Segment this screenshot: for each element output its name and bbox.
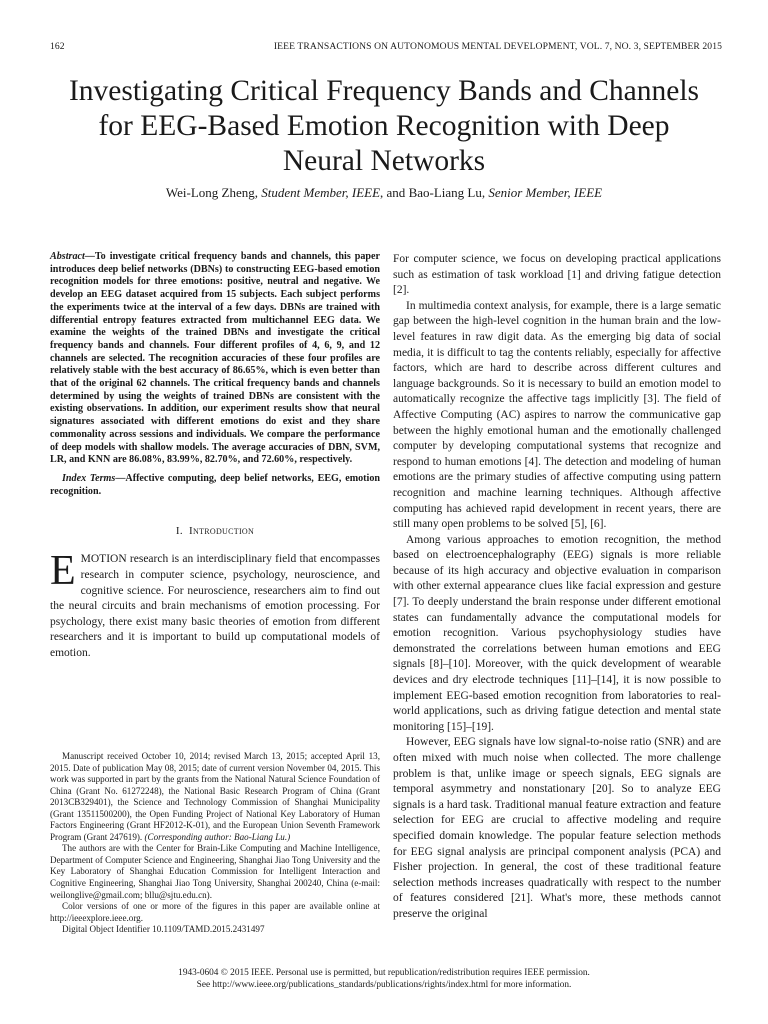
footnote-manuscript-text: Manuscript received October 10, 2014; revised March 13, 2015; accepted April 13, 2015. Date of publication May 08, 2015; date of current version November 04, 2015. This work was supported in part by the grants from the National Natural Science Foundation of China (Grant No. 61272248), the National Basic Research Program of China (Grant 2013CB329401), the Science and Technology Commission of Shanghai Municipality (Grant 13511500200), the Open Funding Project of National Key Laboratory of Human Factors Engineering (Grant HF2012-K-01), and the European Union Seventh Framework Program (Grant 247619). [50, 751, 380, 842]
title-line-1: Investigating Critical Frequency Bands and Channels [68, 75, 699, 107]
body-paragraph-3: Among various approaches to emotion recognition, the method based on electroencephalography (EEG) signals is more reliable because of its high accuracy and objective evaluation in comparison with other external appearance clues like facial expression and gesture [7]. To deeply understand the brain response under different emotional states can fundamentally advance the computational models for emotion recognition. Various psychophysiology studies have demonstrated the correlations between human emotions and EEG signals [8]–[10]. Moreover, with the quick development of wearable devices and dry electrode techniques [11]–[14], it is now possible to implement EEG-based emotion recognition from laboratories to real-world applications, such as driving fatigue detection and mental state monitoring [15]–[19]. [393, 533, 721, 733]
index-terms-label: Index Terms [62, 472, 116, 484]
footnote-affiliation: The authors are with the Center for Brain-Like Computing and Machine Intelligence, Department of Computer Science and Engineering, Shanghai Jiao Tong University and the Key Laboratory of Shanghai Education Commission for Intelligent Interaction and Cognitive Engineering, Shanghai Jiao Tong University, Shanghai 200240, China (e-mail: weilonglive@gmail.com; bllu@sjtu.edu.cn). [50, 843, 380, 900]
author-1-membership: Student Member, IEEE [261, 185, 381, 200]
section-title: Introduction [189, 525, 255, 538]
section-number: I. [175, 525, 183, 538]
abstract-label: Abstract [50, 251, 85, 262]
index-terms-text: —Affective computing, deep belief networks, EEG, emotion recognition. [50, 472, 380, 497]
author-2-name: Bao-Liang Lu [408, 185, 482, 200]
abstract [50, 251, 380, 467]
left-column [50, 251, 380, 662]
drop-cap: E [50, 548, 76, 595]
right-column [393, 252, 721, 923]
footnote-manuscript [50, 751, 380, 843]
copyright-notice [40, 967, 728, 992]
title-line-3: Neural Networks [282, 145, 486, 177]
abstract-text: —To investigate critical frequency bands and channels, this paper introduces deep belief networks (DBNs) to constructing EEG-based emotion recognition models for three emotions: positive, neutral and negative. We develop an EEG dataset acquired from 15 subjects. Each subject performs the experiments twice at the interval of a few days. DBNs are trained with differential entropy features extracted from multichannel EEG data. We examine the weights of the trained DBNs and investigate the critical frequency bands and channels. Four different profiles of 4, 6, 9, and 12 channels are selected. The recognition accuracies of these four profiles are relatively stable with the best accuracy of 86.65%, which is even better than that of the original 62 channels. The critical frequency bands and channels determined by using the weights of trained DBNs are consistent with the existing observations. In addition, our experiment results show that neural signatures associated with different emotions do exist and they share commonality across sessions and individuals. We compare the performance of deep models with shallow models. The average accuracies of DBN, SVM, LR, and KNN are 86.08%, 83.99%, 82.70%, and 72.60%, respectively. [50, 251, 380, 466]
page-number: 162 [50, 41, 65, 52]
author-joiner: , and [380, 185, 409, 200]
author-2-membership: Senior Member, IEEE [488, 185, 603, 200]
intro-paragraph [50, 548, 380, 661]
copyright-line-1: 1943-0604 © 2015 IEEE. Personal use is permitted, but republication/redistribution requires IEEE permission. [178, 968, 590, 978]
running-header [50, 41, 722, 55]
footnote-corresponding-author: (Corresponding author: Bao-Liang Lu.) [144, 831, 291, 842]
journal-name: IEEE TRANSACTIONS ON AUTONOMOUS MENTAL DEVELOPMENT, VOL. 7, NO. 3, SEPTEMBER 2015 [273, 41, 722, 52]
copyright-line-2: See http://www.ieee.org/publications_standards/publications/rights/index.html for more information. [196, 980, 572, 991]
footnote-block [50, 751, 380, 936]
intro-text: MOTION research is an interdisciplinary field that encompasses research in computer science, psychology, neuroscience, and cognitive science. For neuroscience, researchers aim to find out the neural circuits and brain mechanisms of emotion processing. For psychology, there exist many basic theories of emotion from different researchers and it is important to build up computational models of emotion. [50, 553, 380, 659]
footnote-doi: Digital Object Identifier 10.1109/TAMD.2015.2431497 [62, 924, 265, 935]
body-paragraph-4: However, EEG signals have low signal-to-noise ratio (SNR) and are often mixed with much noise when collected. The more challenge problem is that, unlike image or speech signals, EEG signals are temporal asymmetry and nonstationary [20]. So to analyze EEG signals is a hard task. Traditional manual feature extraction and feature selection for EEG are crucial to affective modeling and require specified domain knowledge. The popular feature selection methods for EEG signal analysis are principal component analysis (PCA) and Fisher projection. In general, the cost of these traditional feature selection methods increases quadratically with respect to the number of features considered [21]. What's more, these methods cannot preserve the original [393, 736, 721, 920]
index-terms [50, 473, 380, 498]
title-line-2: for EEG-Based Emotion Recognition with Deep [98, 110, 670, 142]
author-line: Wei-Long Zheng, Student Member, IEEE, and Bao-Liang Lu, Senior Member, IEEE [165, 185, 603, 200]
body-paragraph-2: In multimedia context analysis, for example, there is a large sematic gap between the high-level cognition in the human brain and the low-level features in raw digit data. As the emerging big data of social media, it is difficult to tag the contents reliably, especially for affective factors, which are hard to describe across different cultures and language backgrounds. So it is necessary to build an emotion model to automatically recognize the affective tags implicitly [3]. The field of Affective Computing (AC) aspires to narrow the communicative gap between the highly emotional human and the emotionally challenged computer by developing computational systems that recognize and respond to human emotions [4]. The detection and modeling of human emotions are the primary studies of affective computing using pattern recognition and machine learning techniques. Although affective computing has achieved rapid development in recent years, there are still many open problems to be solved [5], [6]. [393, 299, 721, 531]
author-1-name: Wei-Long Zheng [165, 185, 255, 200]
paper-title [40, 74, 728, 179]
section-heading-introduction [50, 525, 380, 537]
footnote-color-versions: Color versions of one or more of the figures in this paper are available online at http://ieeexplore.ieee.org. [50, 901, 380, 923]
body-paragraph-1: For computer science, we focus on developing practical applications such as estimation of task workload [1] and driving fatigue detection [2]. [393, 253, 721, 297]
